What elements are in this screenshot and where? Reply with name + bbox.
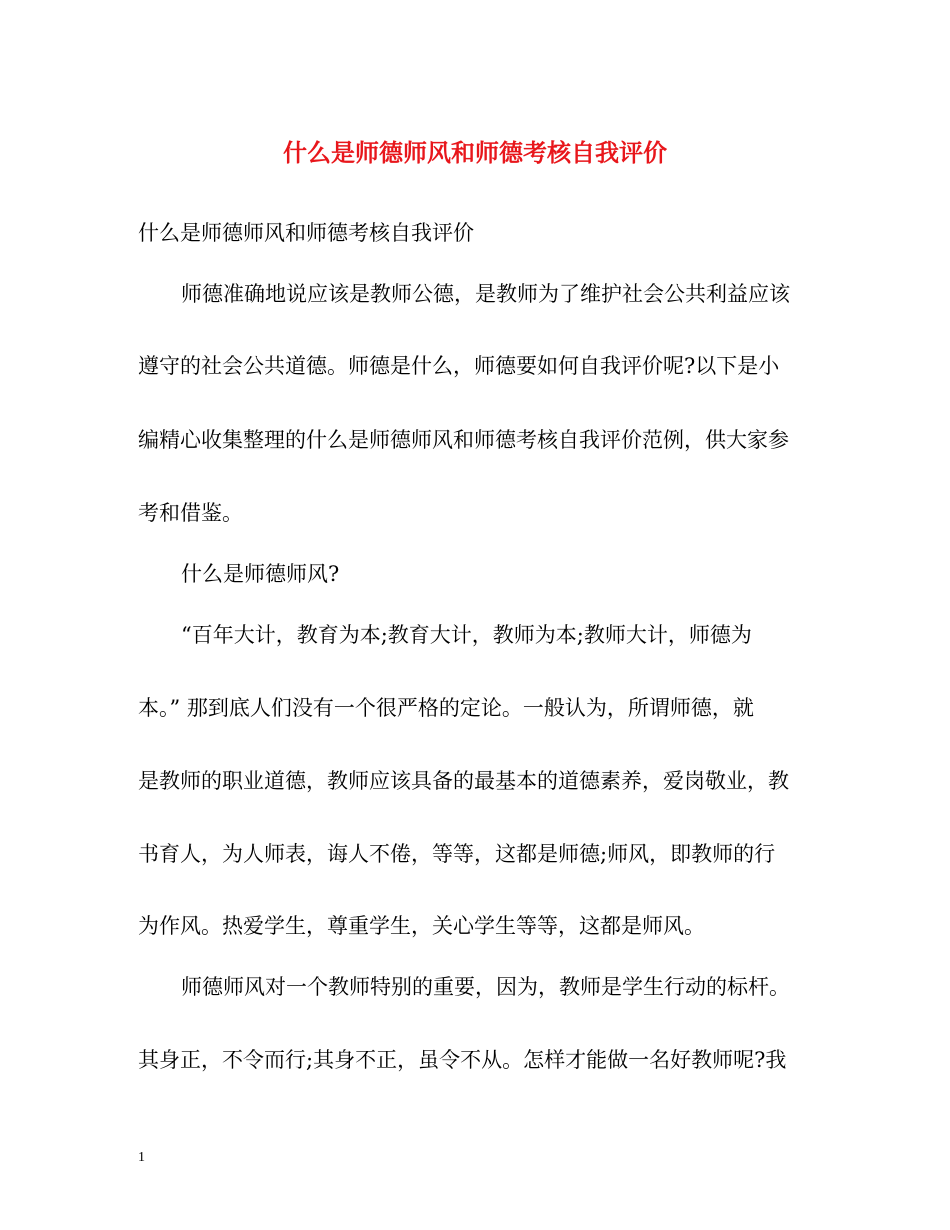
document-title: 什么是师德师风和师德考核自我评价	[283, 138, 667, 167]
paragraph-line: 书育人，为人师表，诲人不倦，等等，这都是师德;师风，即教师的行	[138, 842, 776, 866]
paragraph-line: 考和借鉴。	[138, 501, 243, 525]
paragraph-line: 师德准确地说应该是教师公德，是教师为了维护社会公共利益应该	[181, 282, 790, 306]
section-heading: 什么是师德师风?	[181, 562, 340, 586]
paragraph-line: 师德师风对一个教师特别的重要，因为，教师是学生行动的标杆。	[181, 975, 790, 999]
paragraph-line: 为作风。热爱学生，尊重学生，关心学生等等，这都是师风。	[138, 914, 705, 938]
paragraph-line: 编精心收集整理的什么是师德师风和师德考核自我评价范例，供大家参	[138, 428, 789, 452]
paragraph-line: “百年大计，教育为本;教育大计，教师为本;教师大计，师德为	[181, 623, 752, 647]
page-number: 1	[138, 1150, 145, 1165]
paragraph-line: 其身正，不令而行;其身不正，虽令不从。怎样才能做一名好教师呢?我	[138, 1048, 787, 1072]
paragraph-line: 遵守的社会公共道德。师德是什么，师德要如何自我评价呢?以下是小	[138, 354, 780, 378]
paragraph-line: 是教师的职业道德，教师应该具备的最基本的道德素养，爱岗敬业，教	[138, 769, 789, 793]
paragraph-line: 本。” 那到底人们没有一个很严格的定论。一般认为，所谓师德，就	[138, 696, 754, 720]
subtitle-line: 什么是师德师风和师德考核自我评价	[138, 221, 474, 245]
